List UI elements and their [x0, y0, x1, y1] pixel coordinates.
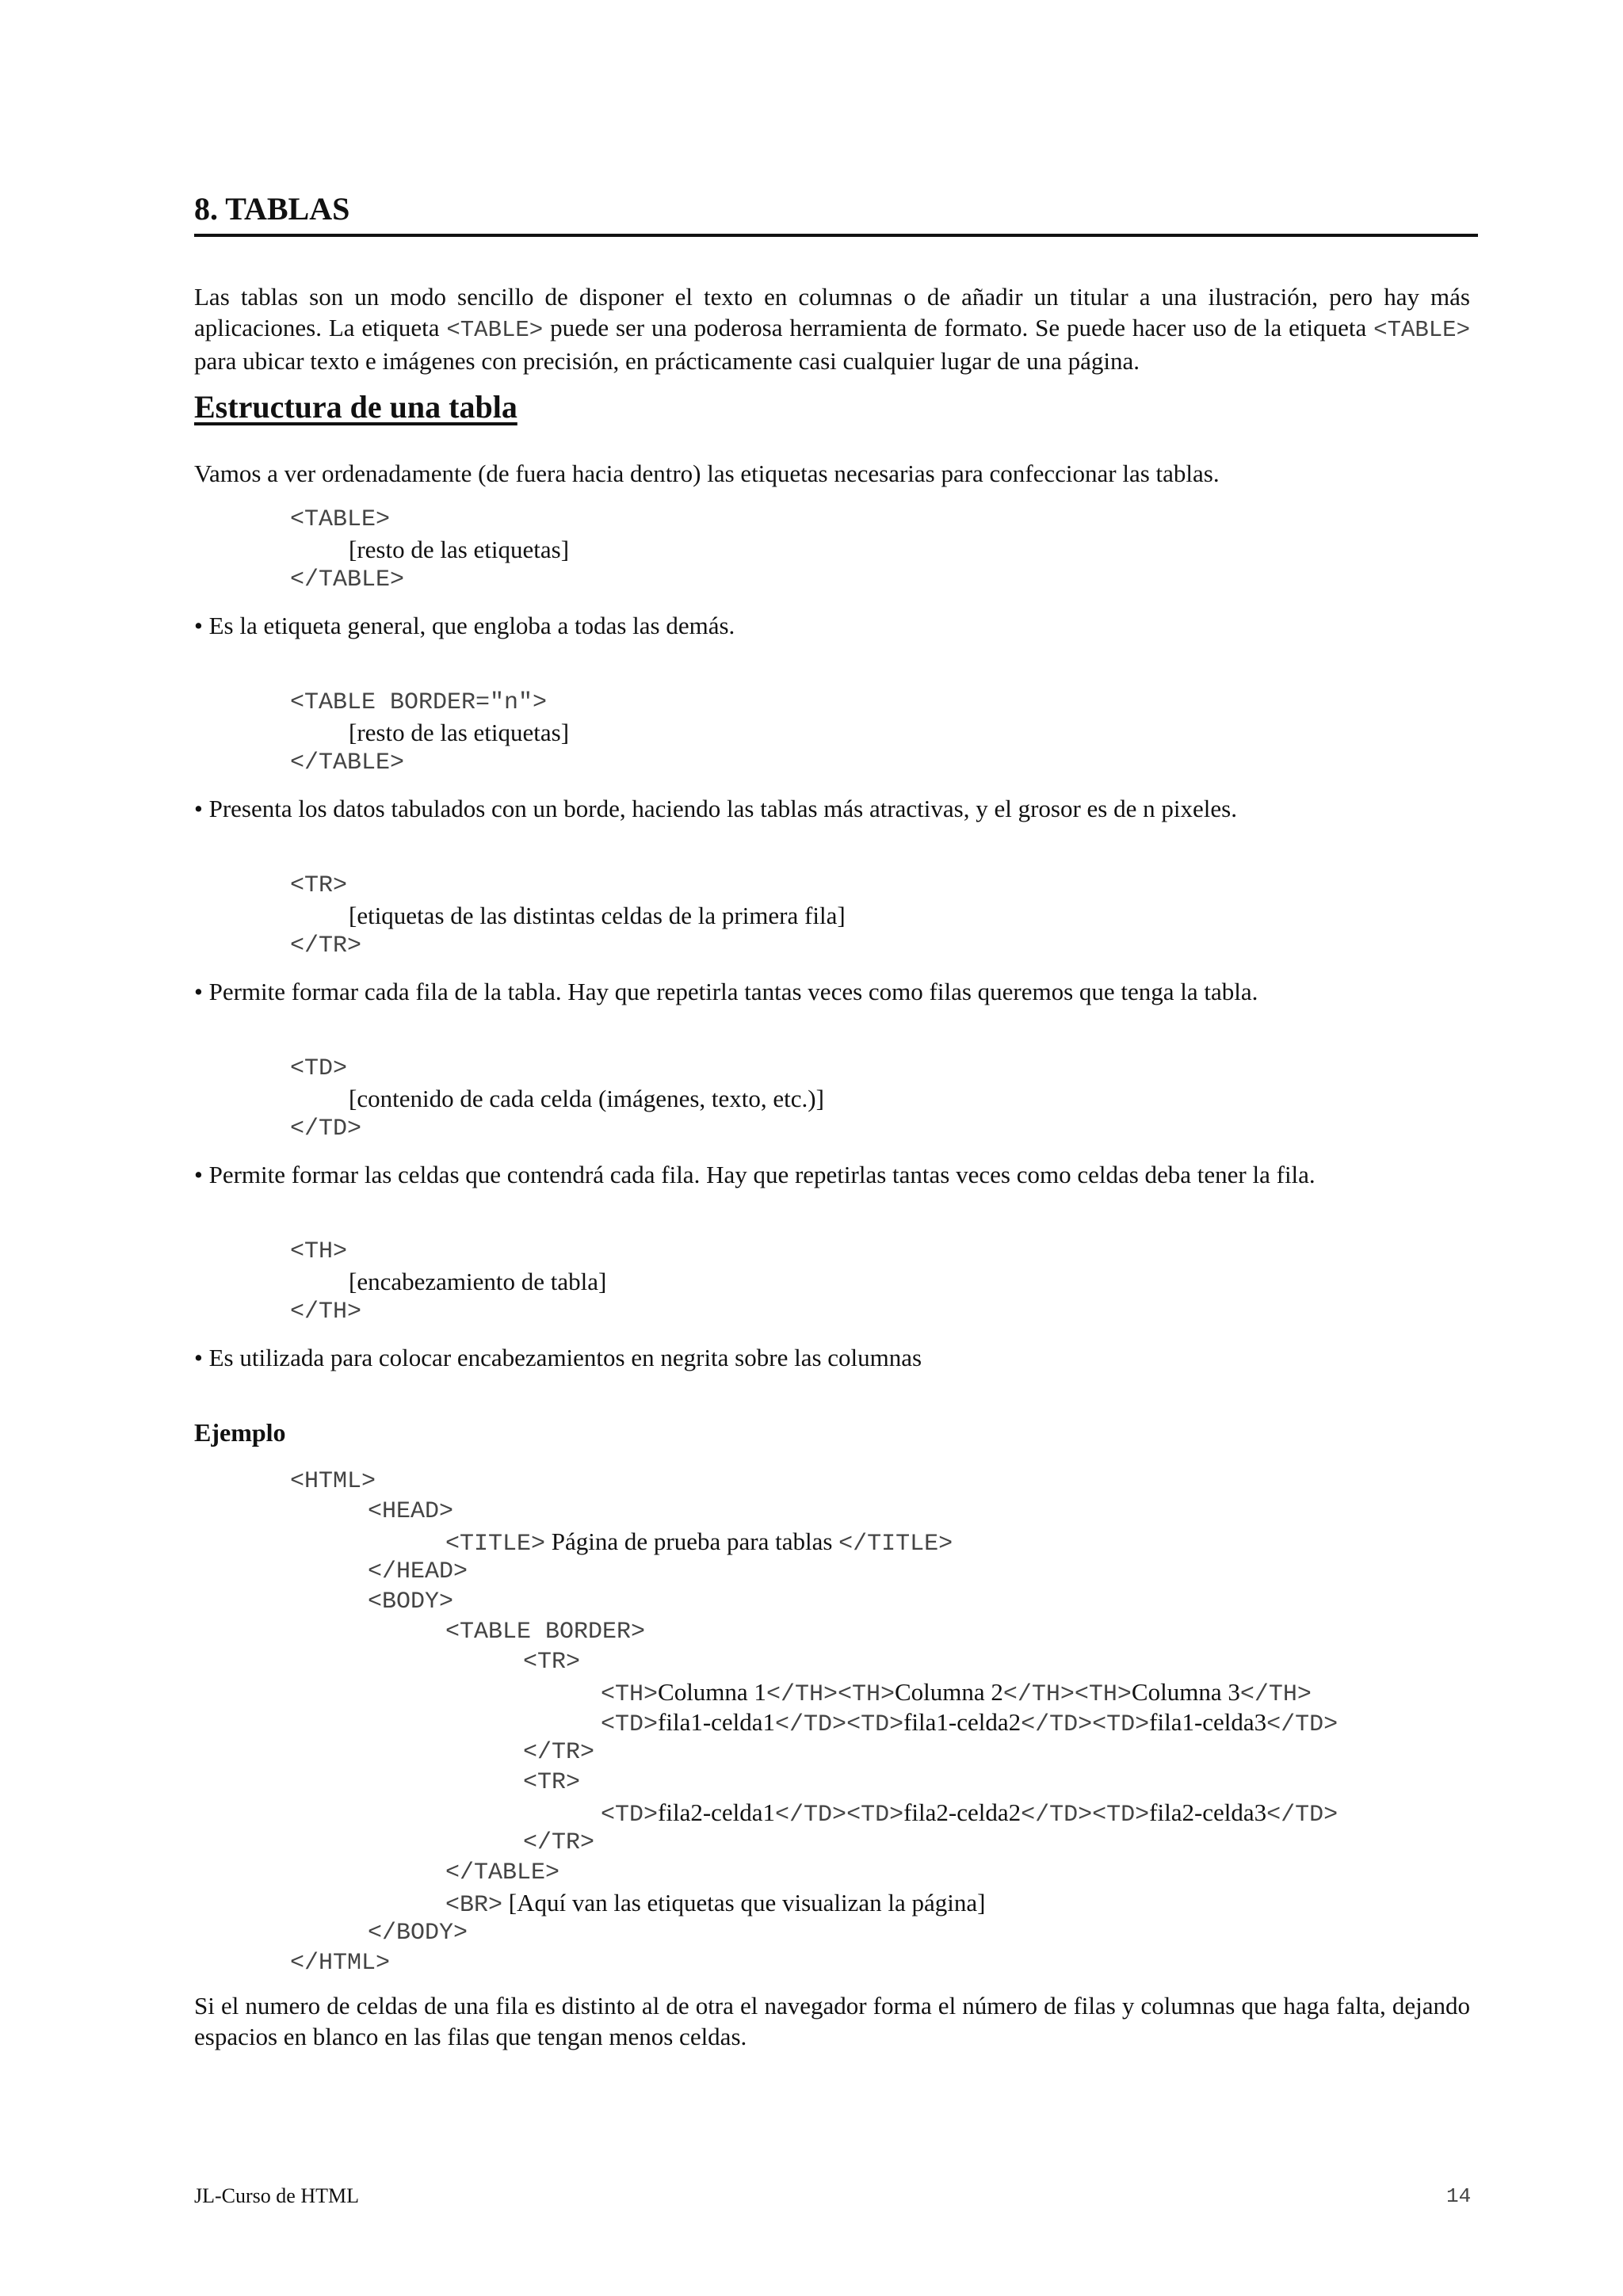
bullet-text: • Presenta los datos tabulados con un borde, haciendo las tablas más atractivas, y el grosor es de n pixeles.: [194, 795, 1237, 822]
code-open-tag: <TD>: [290, 1055, 348, 1082]
code-td-close: </TD>: [775, 1802, 847, 1829]
intro-text-2: puede ser una poderosa herramienta de formato. Se puede hacer uso de la etiqueta: [543, 314, 1374, 341]
bullet-text: • Permite formar las celdas que contendrá cada fila. Hay que repetirlas tantas veces como celdas deba tener la fila.: [194, 1161, 1316, 1188]
code-open-tag: <TH>: [290, 1238, 348, 1265]
code-body-open: <BODY>: [368, 1589, 454, 1615]
code-content: [encabezamiento de tabla]: [349, 1268, 607, 1295]
code-header-row: [601, 1677, 1312, 1710]
code-content: [etiquetas de las distintas celdas de la primera fila]: [349, 902, 846, 929]
code-row-1: [601, 1707, 1338, 1740]
code-open-tag: <TABLE BORDER="n">: [290, 689, 548, 716]
code-th-close: </TH>: [1002, 1681, 1075, 1708]
lead-paragraph: Vamos a ver ordenadamente (de fuera hacia dentro) las etiquetas necesarias para confeccionar las tablas.: [194, 460, 1220, 487]
code-tr-open: <TR>: [523, 1649, 581, 1676]
data-cell: fila2-celda2: [903, 1798, 1022, 1826]
code-head-open: <HEAD>: [368, 1498, 454, 1525]
code-th-close: </TH>: [1239, 1681, 1312, 1708]
code-tr-close: </TR>: [523, 1739, 595, 1766]
code-title-line: [445, 1527, 953, 1559]
code-html-close: </HTML>: [290, 1950, 391, 1977]
code-close-tag: </TABLE>: [290, 566, 405, 593]
code-head-close: </HEAD>: [368, 1558, 468, 1585]
code-open-tag: <TR>: [290, 872, 348, 899]
code-td-open: <TD>: [1092, 1711, 1150, 1738]
code-close-tag: </TABLE>: [290, 749, 405, 776]
code-title-text: Página de prueba para tablas: [545, 1527, 839, 1555]
code-tr-close: </TR>: [523, 1829, 595, 1856]
bullet-text: • Es la etiqueta general, que engloba a todas las demás.: [194, 612, 735, 639]
code-open-tag: <TABLE>: [290, 506, 391, 533]
data-cell: fila1-celda2: [903, 1708, 1022, 1736]
code-content: [resto de las etiquetas]: [349, 536, 570, 563]
code-td-close: </TD>: [1021, 1711, 1093, 1738]
code-close-tag: </TR>: [290, 933, 362, 959]
code-th-open: <TH>: [601, 1681, 659, 1708]
code-body-close: </BODY>: [368, 1920, 468, 1947]
section-title: 8. TABLAS: [194, 191, 350, 227]
data-cell: fila1-celda1: [658, 1708, 776, 1736]
code-td-close: </TD>: [775, 1711, 847, 1738]
code-br-text: [Aquí van las etiquetas que visualizan la página]: [502, 1889, 986, 1917]
code-td-close: </TD>: [1266, 1802, 1338, 1829]
code-td-close: </TD>: [1021, 1802, 1093, 1829]
title-rule: [194, 234, 1478, 237]
data-cell: fila2-celda1: [658, 1798, 776, 1826]
code-td-open: <TD>: [846, 1802, 904, 1829]
code-th-open: <TH>: [1074, 1681, 1132, 1708]
code-br-line: [445, 1888, 985, 1920]
code-tr-open: <TR>: [523, 1769, 581, 1796]
code-td-close: </TD>: [1266, 1711, 1338, 1738]
code-content: [contenido de cada celda (imágenes, texto, etc.)]: [349, 1085, 824, 1112]
intro-text-3: para ubicar texto e imágenes con precisión, en prácticamente casi cualquier lugar de una página.: [194, 347, 1140, 375]
code-close-tag: </TD>: [290, 1116, 362, 1142]
code-td-open: <TD>: [1092, 1802, 1150, 1829]
bullet-text: • Es utilizada para colocar encabezamientos en negrita sobre las columnas: [194, 1344, 922, 1371]
intro-text-1: Las tablas son un modo sencillo de disponer el texto en columnas o de añadir un titular a una ilustración, pero hay más aplicaciones. La etiqueta: [194, 283, 1470, 341]
code-table-open: <TABLE BORDER>: [445, 1619, 646, 1646]
data-cell: fila1-celda3: [1149, 1708, 1267, 1736]
code-title-close: </TITLE>: [838, 1531, 953, 1558]
code-th-open: <TH>: [837, 1681, 895, 1708]
intro-code-2: <TABLE>: [1373, 317, 1470, 343]
code-table-close: </TABLE>: [445, 1859, 560, 1886]
example-heading: Ejemplo: [194, 1418, 286, 1447]
code-content: [resto de las etiquetas]: [349, 719, 570, 746]
code-close-tag: </TH>: [290, 1299, 362, 1325]
closing-paragraph: Si el numero de celdas de una fila es distinto al de otra el navegador forma el número de filas y columnas que haga falta, dejando espacios en blanco en las filas que tengan menos celdas.: [194, 1992, 1470, 2050]
header-cell: Columna 2: [894, 1678, 1003, 1706]
header-cell: Columna 1: [658, 1678, 766, 1706]
code-title-open: <TITLE>: [445, 1531, 546, 1558]
intro-code-1: <TABLE>: [446, 317, 544, 343]
code-td-open: <TD>: [601, 1802, 659, 1829]
code-td-open: <TD>: [601, 1711, 659, 1738]
code-br-tag: <BR>: [445, 1892, 503, 1919]
code-html-open: <HTML>: [290, 1468, 376, 1495]
page-number: 14: [1446, 2184, 1472, 2208]
code-th-close: </TH>: [766, 1681, 838, 1708]
data-cell: fila2-celda3: [1149, 1798, 1267, 1826]
bullet-text: • Permite formar cada fila de la tabla. Hay que repetirla tantas veces como filas queremos que tenga la tabla.: [194, 978, 1258, 1005]
intro-paragraph: [194, 281, 1470, 376]
code-td-open: <TD>: [846, 1711, 904, 1738]
header-cell: Columna 3: [1131, 1678, 1240, 1706]
subheading: Estructura de una tabla: [194, 389, 517, 425]
code-row-2: [601, 1798, 1338, 1830]
footer-course-name: JL-Curso de HTML: [194, 2184, 359, 2207]
